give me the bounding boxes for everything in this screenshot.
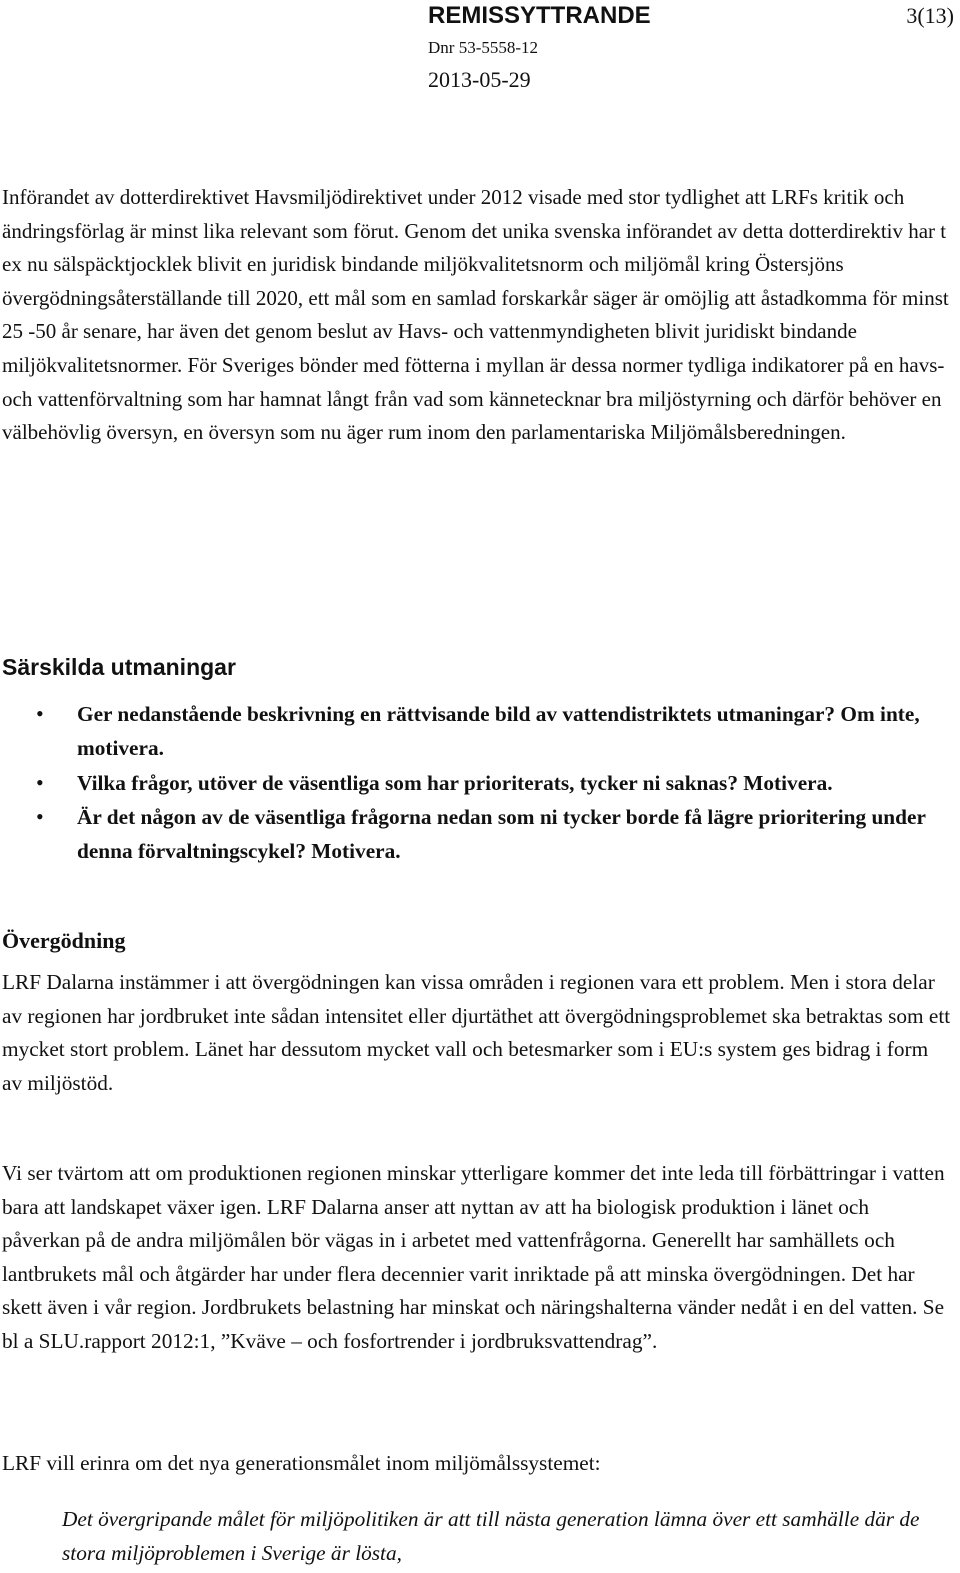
list-item [0, 766, 940, 800]
intro-paragraph: Införandet av dotterdirektivet Havsmiljödirektivet under 2012 visade med stor tydlighet att LRFs kritik och ändringsförlag är minst lika relevant som förut. Genom det unika svenska införandet av detta dotterdirektiv har t ex nu sälspäcktjocklek blivit en juridisk bindande miljökvalitetsnorm och miljömål kring Östersjöns övergödningsåterställande till 2020, ett mål som en samlad forskarkår säger är omöjlig att åstadkomma för minst 25 -50 år senare, har även det genom beslut av Havs- och vattenmyndigheten blivit juridiskt bindande miljökvalitetsnormer. För Sveriges bönder med fötterna i myllan är dessa normer tydliga indikatorer på en havs- och vattenförvaltning som har hamnat långt från vad som kännetecknar bra miljöstyrning och därför behöver en välbehövlig översyn, en översyn som nu äger rum inom den parlamentariska Miljömålsberedningen. [2, 185, 949, 445]
section-heading-challenges: Särskilda utmaningar [2, 654, 236, 680]
document-date: 2013-05-29 [428, 67, 531, 92]
question-text: Är det någon av de väsentliga frågorna nedan som ni tycker borde få lägre prioritering under denna förvaltningscykel? Motivera. [77, 804, 926, 864]
quoted-goal: Det övergripande målet för miljöpolitiken är att till nästa generation lämna över ett samhälle där de stora miljöproblemen i Sverige är lösta, [62, 1507, 920, 1566]
list-item [0, 800, 940, 869]
bullet-icon: • [36, 803, 44, 829]
body-paragraph: LRF Dalarna instämmer i att övergödningen kan vissa områden i regionen vara ett problem. Men i stora delar av regionen har jordbruket inte sådan intensitet eller djurtäthet att övergödningsproblemet ska betraktas som ett mycket stort problem. Länet har dessutom mycket vall och betesmarker som i EU:s system ges bidrag i form av miljöstöd. [2, 970, 951, 1095]
page-number: 3(13) [906, 3, 954, 28]
question-list [0, 697, 940, 868]
document-title: REMISSYTTRANDE [428, 2, 651, 29]
bullet-icon: • [36, 769, 44, 795]
section-heading-overfertilization: Övergödning [2, 928, 126, 953]
bullet-icon: • [36, 701, 44, 726]
registration-number: Dnr 53-5558-12 [428, 38, 539, 57]
question-text: Vilka frågor, utöver de väsentliga som har prioriterats, tycker ni saknas? Motivera. [77, 770, 833, 795]
body-paragraph: LRF vill erinra om det nya generationsmålet inom miljömålssystemet: [2, 1451, 601, 1475]
list-item [0, 697, 940, 766]
body-paragraph: Vi ser tvärtom att om produktionen regionen minskar ytterligare kommer det inte leda till förbättringar i vatten bara att landskapet växer igen. LRF Dalarna anser att nyttan av att ha biologisk produktion i länet och påverkan på de andra miljömålen bör vägas in i arbetet med vattenfrågorna. Generellt har samhällets och lantbrukets mål och åtgärder har under flera decennier varit inriktade på att minska övergödningen. Det har skett även i vår region. Jordbrukets belastning har minskat och näringshalterna vänder nedåt i en del vatten. Se bl a SLU.rapport 2012:1, ”Kväve – och fosfortrender i jordbruksvattendrag”. [2, 1161, 945, 1353]
question-text: Ger nedanstående beskrivning en rättvisande bild av vattendistriktets utmaningar? Om inte, motivera. [77, 702, 920, 761]
